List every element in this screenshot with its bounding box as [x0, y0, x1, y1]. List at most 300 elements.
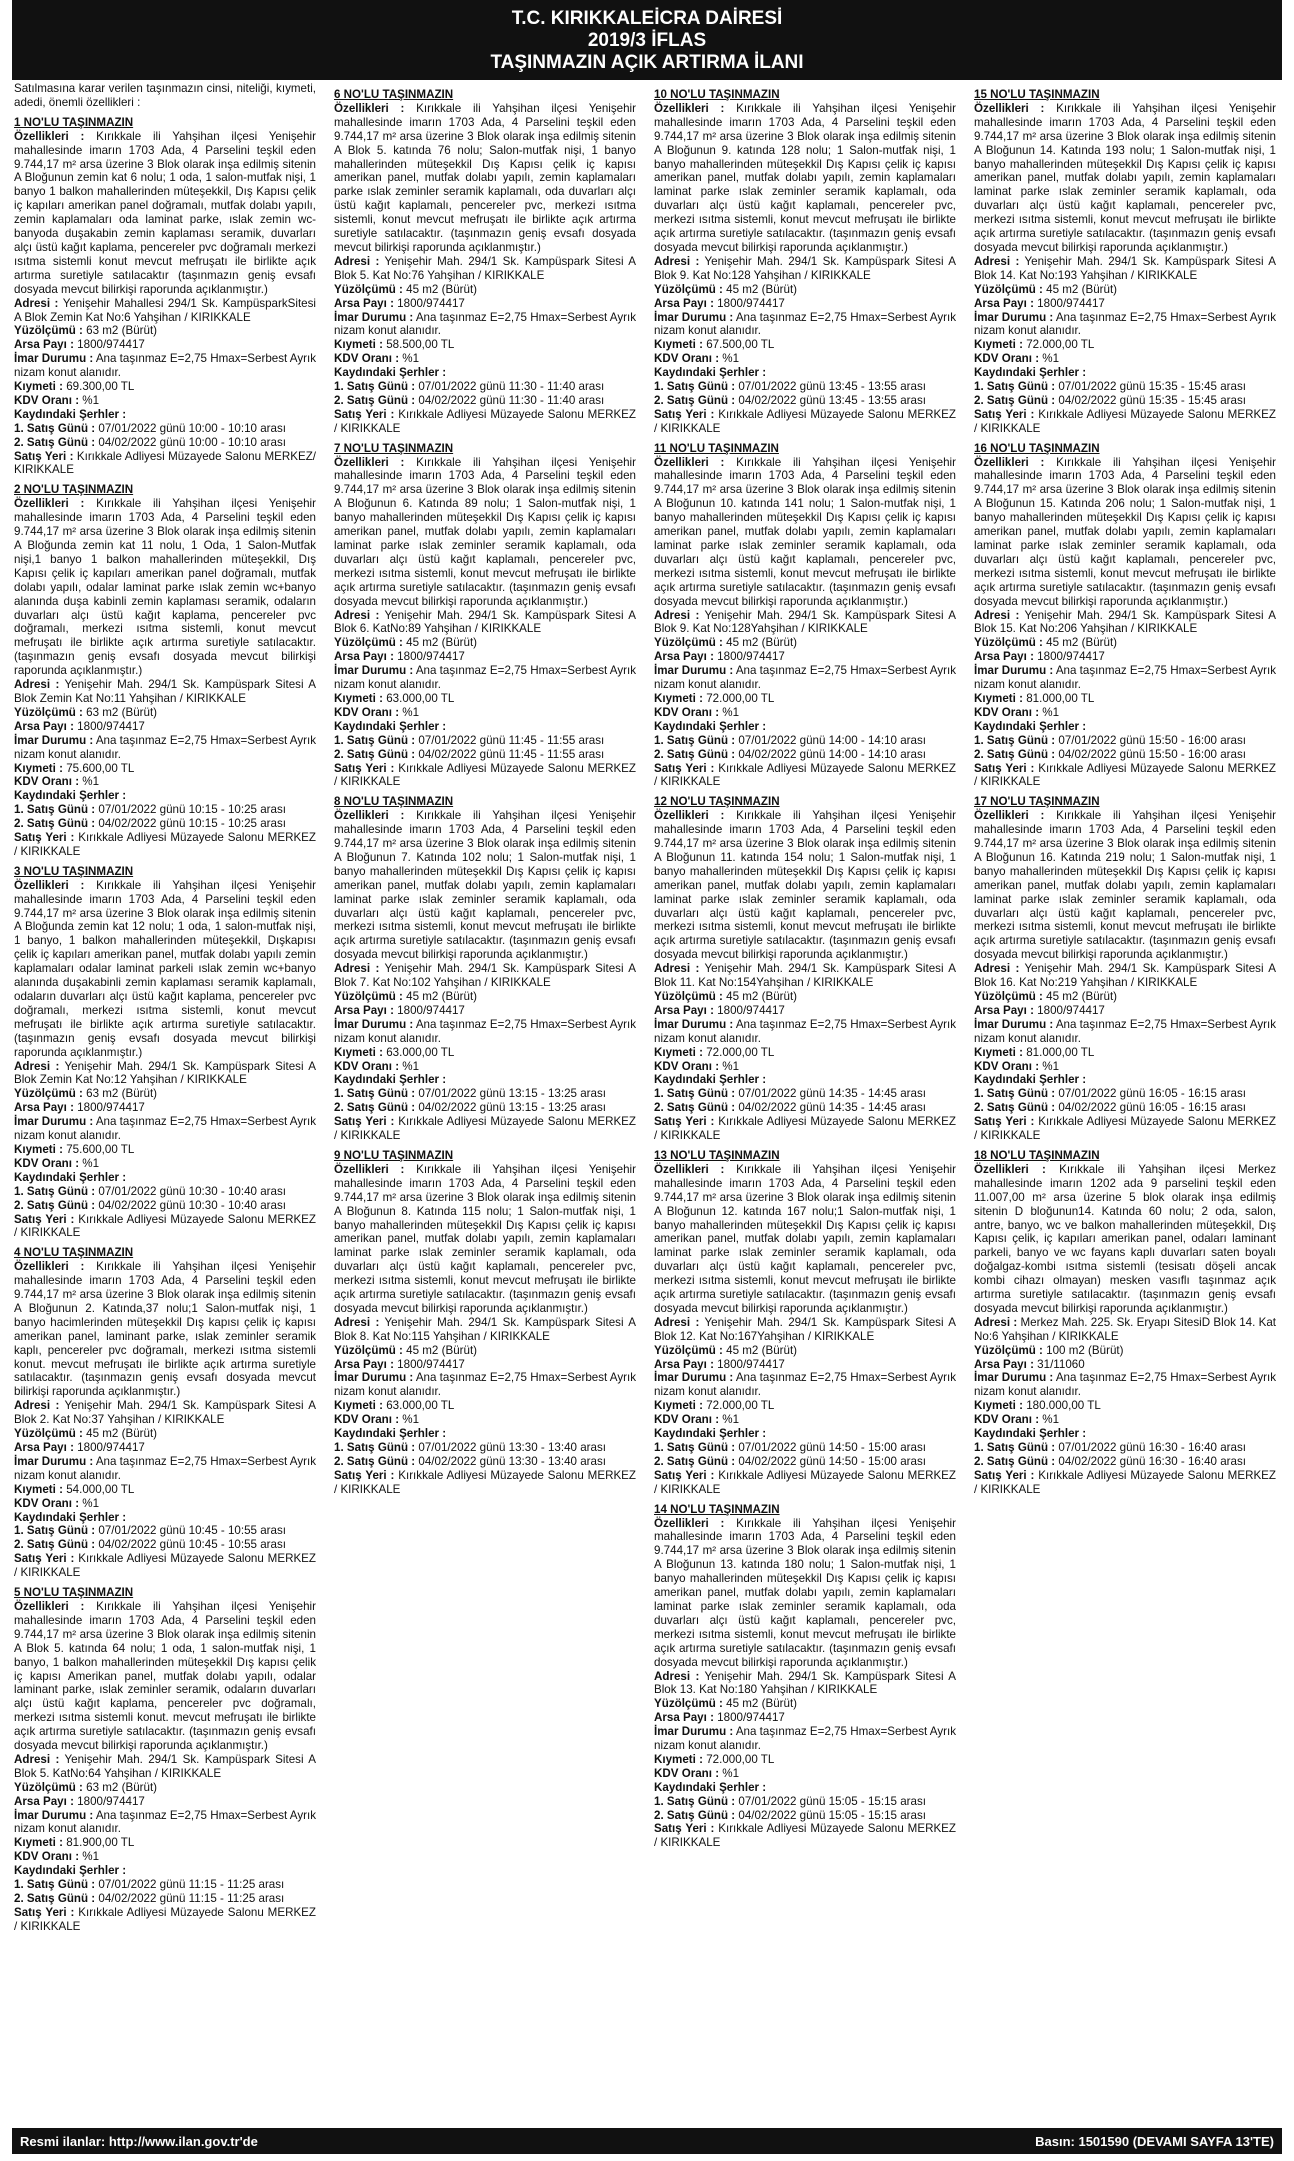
field-value: 04/02/2022 günü 14:35 - 14:45 arası — [738, 1101, 926, 1115]
field-label: Satış Yeri : — [974, 1468, 1035, 1482]
field-label: KDV Oranı : — [334, 352, 400, 366]
field-label: Arsa Payı : — [334, 296, 394, 310]
field-label: 2. Satış Günü : — [14, 817, 96, 831]
property-ozellik — [974, 1163, 1276, 1316]
field-label: 1. Satış Günü : — [334, 733, 416, 747]
property-imar — [654, 664, 956, 692]
property-title: 12 NO'LU TAŞINMAZIN — [654, 795, 780, 809]
field-value: Yenişehir Mah. 294/1 Sk. Kampüspark Sitesi A Blok 14. Kat No:193 Yahşihan / KIRIKKALE — [974, 254, 1276, 282]
field-label: Yüzölçümü : — [14, 705, 83, 719]
field-value: Kırıkkale ili Yahşihan ilçesi Yenişehir mahallesinde imarın 1703 Ada, 4 Parselini teşkil eden 9.744,17 m² arsa üzerine 3 Blok olarak inşa edilmiş sitenin A Blok 5. katında 64 nolu; 1 oda, 1 salon-mutfak nişi, 1 banyo, 1 balkon mahallerinden müteşekkil Dış kapısı çelik iç kapısı Amerikan panel, mutfak dolabı yapılı, odalar laminant parke, ıslak zeminler seramik, odaların duvarları alçı üstü kağıt kaplama, pencereler pvc doğramalı, merkezi ısıtma sistemli konut. mevcut mefruşatı ile birlikte açık artırma suretiyle satılacaktır. (taşınmazın geniş evsafı dosyada mevcut bilirkişi raporunda açıklanmıştır.) — [14, 1599, 316, 1753]
field-label: Arsa Payı : — [974, 1357, 1034, 1371]
property-s2 — [334, 748, 636, 762]
property-title: 9 NO'LU TAŞINMAZIN — [334, 1148, 454, 1162]
field-label: Özellikleri : — [654, 809, 725, 823]
property-yuz — [334, 1344, 636, 1358]
field-value: 69.300,00 TL — [66, 380, 135, 394]
field-value: 07/01/2022 günü 11:30 - 11:40 arası — [418, 380, 605, 394]
field-label: Arsa Payı : — [974, 296, 1034, 310]
property-title: 15 NO'LU TAŞINMAZIN — [974, 88, 1100, 101]
property-imar — [974, 664, 1276, 692]
field-value: Ana taşınmaz E=2,75 Hmax=Serbest Ayrık nizam konut alanıdır. — [334, 310, 636, 338]
field-label: Satış Yeri : — [654, 1822, 715, 1836]
property-kiymet — [14, 380, 316, 394]
property-imar — [974, 1371, 1276, 1399]
property-yer — [334, 762, 636, 790]
field-label: 1. Satış Günü : — [654, 1087, 736, 1101]
field-label: Yüzölçümü : — [14, 1087, 83, 1101]
property-yuz — [654, 990, 956, 1004]
field-label: Kıymeti : — [14, 1142, 63, 1156]
field-value: Kırıkkale Adliyesi Müzayede Salonu MERKEZ / KIRIKKALE — [334, 407, 636, 435]
field-label: Kaydındaki Şerhler : — [974, 1427, 1087, 1441]
field-label: 1. Satış Günü : — [14, 1878, 96, 1892]
property-title: 2 NO'LU TAŞINMAZIN — [14, 483, 134, 497]
case-number: 2019/3 İFLAS — [587, 30, 707, 51]
field-label: Satış Yeri : — [334, 1468, 395, 1482]
field-value: 1800/974417 — [397, 1003, 465, 1017]
field-value: Kırıkkale ili Yahşihan ilçesi Yenişehir mahallesinde imarın 1703 Ada, 4 Parselini teşkil eden 9.744,17 m² arsa üzerine 3 Blok olarak inşa edilmiş sitenin A Bloğunun 12. katında 167 nolu;1 Salon-mutfak nişi, 1 banyo mahallerinden müteşekkil Dış Kapısı çelik iç kapısı amerikan panel, mutfak dolabı yapılı, zemin kaplamaları laminat parke ıslak zeminler seramik kaplamalı, oda duvarları alçı üstü kağıt kaplamalı, pencereler pvc, merkezi ısıtma sistemli, konut mevcut mefruşatı ile birlikte açık artırma suretiyle satılacaktır. (taşınmazın geniş evsafı dosyada mevcut bilirkişi raporunda açıklanmıştır.) — [654, 1162, 956, 1315]
field-label: Arsa Payı : — [14, 719, 74, 733]
property-s2 — [974, 748, 1276, 762]
field-value: 07/01/2022 günü 10:45 - 10:55 arası — [98, 1524, 286, 1538]
field-value: 07/01/2022 günü 10:30 - 10:40 arası — [98, 1184, 286, 1198]
field-value: 07/01/2022 günü 13:45 - 13:55 arası — [738, 380, 926, 394]
field-value: %1 — [1042, 352, 1060, 366]
field-value: Yenişehir Mah. 294/1 Sk. Kampüspark Sitesi A Blok 15. Kat No:206 Yahşihan / KIRIKKALE — [974, 608, 1276, 636]
field-label: Adresi : — [974, 962, 1020, 976]
field-value: 04/02/2022 günü 15:05 - 15:15 arası — [738, 1808, 926, 1822]
field-value: 04/02/2022 günü 16:30 - 16:40 arası — [1058, 1454, 1246, 1468]
property-imar — [974, 1018, 1276, 1046]
field-label: Satış Yeri : — [334, 761, 395, 775]
field-value: Kırıkkale Adliyesi Müzayede Salonu MERKEZ / KIRIKKALE — [974, 761, 1276, 789]
field-label: 2. Satış Günü : — [654, 1101, 736, 1115]
field-value: Ana taşınmaz E=2,75 Hmax=Serbest Ayrık nizam konut alanıdır. — [14, 733, 316, 761]
field-value: Ana taşınmaz E=2,75 Hmax=Serbest Ayrık nizam konut alanıdır. — [974, 310, 1276, 338]
field-label: Kıymeti : — [654, 1752, 703, 1766]
field-label: Kıymeti : — [974, 1045, 1023, 1059]
property-yuz — [14, 706, 316, 720]
field-value: %1 — [82, 1850, 100, 1864]
field-value: 72.000,00 TL — [706, 1045, 775, 1059]
field-label: 2. Satış Günü : — [974, 393, 1056, 407]
field-value: Kırıkkale Adliyesi Müzayede Salonu MERKEZ / KIRIKKALE — [974, 1468, 1276, 1496]
property-s1 — [334, 1441, 636, 1455]
field-label: Kaydındaki Şerhler : — [14, 1864, 127, 1878]
field-value: 58.500,00 TL — [386, 338, 455, 352]
field-label: Kaydındaki Şerhler : — [974, 366, 1087, 380]
field-label: 2. Satış Günü : — [334, 1454, 416, 1468]
property-kdv — [14, 1157, 316, 1171]
field-label: Kıymeti : — [654, 691, 703, 705]
property-yer — [334, 1469, 636, 1497]
property-s2 — [654, 1809, 956, 1823]
property-title: 10 NO'LU TAŞINMAZIN — [654, 88, 780, 101]
field-value: 04/02/2022 günü 14:50 - 15:00 arası — [738, 1454, 926, 1468]
field-label: Kıymeti : — [14, 1836, 63, 1850]
field-label: Arsa Payı : — [14, 338, 74, 352]
property-kiymet — [654, 692, 956, 706]
field-label: İmar Durumu : — [654, 1017, 734, 1031]
field-label: Özellikleri : — [14, 129, 85, 143]
field-label: KDV Oranı : — [974, 1413, 1040, 1427]
property-ozellik — [654, 456, 956, 609]
field-value: Kırıkkale ili Yahşihan ilçesi Yenişehir mahallesinde imarın 1703 Ada, 4 Parselini teşkil eden 9.744,17 m² arsa üzerine 3 Blok olarak inşa edilmiş sitenin A Bloğunun 11. katında 154 nolu; 1 Salon-mutfak nişi, 1 banyo mahallerinden müteşekkil Dış Kapısı çelik iç kapısı amerikan panel, mutfak dolabı yapılı, zemin kaplamaları laminat parke ıslak zeminler seramik kaplamalı, oda duvarları alçı üstü kağıt kaplamalı, pencereler pvc, merkezi ısıtma sistemli, konut mevcut mefruşatı ile birlikte açık artırma suretiyle satılacaktır. (taşınmazın geniş evsafı dosyada mevcut bilirkişi raporunda açıklanmıştır.) — [654, 809, 956, 962]
field-value: %1 — [1042, 1413, 1060, 1427]
field-label: Adresi : — [974, 254, 1020, 268]
property-s2 — [974, 1455, 1276, 1469]
field-value: 07/01/2022 günü 10:00 - 10:10 arası — [98, 421, 286, 435]
field-label: Yüzölçümü : — [334, 282, 403, 296]
field-label: KDV Oranı : — [14, 1156, 80, 1170]
field-value: 07/01/2022 günü 14:35 - 14:45 arası — [738, 1087, 926, 1101]
field-label: Özellikleri : — [14, 1599, 85, 1613]
field-value: Kırıkkale ili Yahşihan ilçesi Yenişehir mahallesinde imarın 1703 Ada, 4 Parselini teşkil eden 9.744,17 m² arsa üzerine 3 Blok olarak inşa edilmiş sitenin A Bloğunda zemin kat 12 nolu; 1 oda, 1 salon-mutfak nişi, 1 banyo, 1 balkon mahallerinden müteşekkil, Dışkapısı çelik iç kapıları amerikan panel, mutfak dolabı yapılı zemin kaplamaları odalar laminat parkeli ıslak zemin wc+banyo alanında duşakabinli zemin kaplaması seramik kaplamalı, odaların duvarları alçı üstü kağıt kaplama, pencereler pvc doğramalı, merkezi ısıtma sistemli, konut mevcut mefruşatı ile birlikte açık artırma suretiyle satılacaktır. (taşınmazın geniş evsafı dosyada mevcut bilirkişi raporunda açıklanmıştır.) — [14, 878, 316, 1059]
property-kayit — [334, 366, 636, 380]
property-kayit — [14, 1511, 316, 1525]
field-value: Ana taşınmaz E=2,75 Hmax=Serbest Ayrık nizam konut alanıdır. — [14, 1115, 316, 1143]
property-kiymet — [974, 1046, 1276, 1060]
property-imar — [14, 1115, 316, 1143]
field-value: 45 m2 (Bürüt) — [406, 990, 478, 1003]
field-value: 75.600,00 TL — [66, 761, 135, 775]
field-label: Adresi : — [334, 962, 380, 976]
property-arsa — [14, 1441, 316, 1455]
field-value: 81.000,00 TL — [1026, 1045, 1095, 1059]
property-imar — [334, 311, 636, 339]
field-value: 04/02/2022 günü 10:15 - 10:25 arası — [98, 817, 286, 831]
field-value: %1 — [722, 1413, 740, 1427]
field-value: %1 — [82, 1496, 100, 1510]
field-label: Arsa Payı : — [654, 1711, 714, 1725]
field-value: 63 m2 (Bürüt) — [86, 1780, 158, 1794]
property-ozellik — [334, 102, 636, 255]
field-label: İmar Durumu : — [334, 1017, 414, 1031]
property-section — [974, 88, 1276, 436]
property-section — [654, 1149, 956, 1497]
property-s2 — [334, 1455, 636, 1469]
field-value: Kırıkkale Adliyesi Müzayede Salonu MERKEZ/ KIRIKKALE — [14, 449, 316, 477]
field-value: Yenişehir Mah. 294/1 Sk. Kampüspark Sitesi A Blok 8. Kat No:115 Yahşihan / KIRIKKALE — [334, 1315, 636, 1343]
property-s2 — [654, 1455, 956, 1469]
field-value: Ana taşınmaz E=2,75 Hmax=Serbest Ayrık nizam konut alanıdır. — [654, 1371, 956, 1399]
field-value: Kırıkkale Adliyesi Müzayede Salonu MERKEZ / KIRIKKALE — [654, 407, 956, 435]
property-s1 — [14, 422, 316, 436]
field-value: 1800/974417 — [397, 296, 465, 310]
property-kiymet — [654, 1399, 956, 1413]
field-label: Adresi : — [334, 1315, 380, 1329]
field-value: 45 m2 (Bürüt) — [406, 636, 478, 650]
field-label: İmar Durumu : — [974, 310, 1054, 324]
field-label: İmar Durumu : — [14, 1454, 94, 1468]
property-kiymet — [334, 1399, 636, 1413]
property-yuz — [974, 990, 1276, 1004]
property-arsa — [974, 650, 1276, 664]
field-label: KDV Oranı : — [14, 1850, 80, 1864]
field-label: Kıymeti : — [334, 691, 383, 705]
property-section — [14, 116, 316, 478]
field-label: Özellikleri : — [334, 809, 405, 823]
field-label: KDV Oranı : — [654, 1059, 720, 1073]
intro-text: Satılmasına karar verilen taşınmazın cinsi, niteliği, kıymeti, adedi, önemli özellikleri : — [14, 82, 316, 109]
field-label: Kıymeti : — [334, 1399, 383, 1413]
field-value: 1800/974417 — [77, 1441, 145, 1454]
property-ozellik — [14, 879, 316, 1060]
field-label: Satış Yeri : — [14, 1905, 75, 1919]
property-arsa — [334, 297, 636, 311]
field-value: 63 m2 (Bürüt) — [86, 324, 158, 338]
field-label: Satış Yeri : — [654, 761, 715, 775]
property-yer — [654, 1115, 956, 1143]
field-value: Kırıkkale Adliyesi Müzayede Salonu MERKEZ / KIRIKKALE — [654, 1822, 956, 1850]
field-label: İmar Durumu : — [334, 664, 414, 678]
field-value: Ana taşınmaz E=2,75 Hmax=Serbest Ayrık nizam konut alanıdır. — [654, 1017, 956, 1045]
property-adres — [334, 1316, 636, 1344]
field-value: Ana taşınmaz E=2,75 Hmax=Serbest Ayrık nizam konut alanıdır. — [334, 664, 636, 692]
field-label: Kaydındaki Şerhler : — [974, 1073, 1087, 1087]
property-arsa — [654, 1358, 956, 1372]
field-value: Kırıkkale Adliyesi Müzayede Salonu MERKEZ / KIRIKKALE — [334, 1115, 636, 1143]
property-s2 — [334, 394, 636, 408]
field-label: Özellikleri : — [334, 1162, 405, 1176]
field-label: Arsa Payı : — [14, 1101, 74, 1115]
property-yer — [654, 762, 956, 790]
field-value: 180.000,00 TL — [1026, 1399, 1101, 1413]
field-value: 45 m2 (Bürüt) — [726, 990, 798, 1003]
property-title: 7 NO'LU TAŞINMAZIN — [334, 441, 454, 455]
field-label: Yüzölçümü : — [334, 636, 403, 650]
field-label: KDV Oranı : — [654, 705, 720, 719]
field-value: %1 — [82, 775, 100, 789]
property-section — [334, 88, 636, 436]
property-kayit — [654, 1427, 956, 1441]
property-kiymet — [334, 1046, 636, 1060]
property-s1 — [654, 1795, 956, 1809]
field-value: %1 — [82, 393, 100, 407]
property-yuz — [974, 283, 1276, 297]
field-label: Yüzölçümü : — [334, 1343, 403, 1357]
property-arsa — [654, 297, 956, 311]
property-yuz — [654, 1344, 956, 1358]
field-label: 2. Satış Günü : — [334, 747, 416, 761]
field-value: Ana taşınmaz E=2,75 Hmax=Serbest Ayrık nizam konut alanıdır. — [654, 310, 956, 338]
field-value: 1800/974417 — [717, 650, 785, 664]
property-kiymet — [654, 1753, 956, 1767]
field-label: Yüzölçümü : — [654, 282, 723, 296]
field-value: Yenişehir Mah. 294/1 Sk. Kampüspark Sitesi A Blok 9. Kat No:128Yahşihan / KIRIKKALE — [654, 608, 956, 636]
field-value: 04/02/2022 günü 13:30 - 13:40 arası — [418, 1454, 606, 1468]
footer-website: Resmi ilanlar: http://www.ilan.gov.tr'de — [20, 2133, 258, 2149]
field-label: 2. Satış Günü : — [654, 1454, 736, 1468]
property-kdv — [14, 1497, 316, 1511]
field-value: 1800/974417 — [717, 1711, 785, 1725]
property-arsa — [14, 1101, 316, 1115]
field-label: Kaydındaki Şerhler : — [14, 1170, 127, 1184]
property-adres — [654, 1670, 956, 1698]
property-arsa — [654, 1004, 956, 1018]
property-title: 3 NO'LU TAŞINMAZIN — [14, 864, 134, 878]
field-label: 2. Satış Günü : — [14, 1892, 96, 1905]
property-yuz — [14, 1781, 316, 1795]
field-value: Kırıkkale ili Yahşihan ilçesi Yenişehir mahallesinde imarın 1703 Ada, 4 Parselini teşkil eden 9.744,17 m² arsa üzerine 3 Blok olarak inşa edilmiş sitenin A Bloğunun 15. Katında 206 nolu; 1 Salon-mutfak nişi, 1 banyo mahallerinden müteşekkil Dış Kapısı çelik iç kapısı amerikan panel, mutfak dolabı yapılı, zemin kaplamaları laminat parke ıslak zeminler seramik kaplamalı, oda duvarları alçı üstü kağıt kaplamalı, pencereler pvc, merkezi ısıtma sistemli, konut mevcut mefruşatı ile birlikte açık artırma suretiyle satılacaktır. (taşınmazın geniş evsafı dosyada mevcut bilirkişi raporunda açıklanmıştır.) — [974, 455, 1276, 608]
field-value: 72.000,00 TL — [1026, 338, 1095, 352]
property-s2 — [14, 1538, 316, 1552]
field-label: 1. Satış Günü : — [974, 1441, 1056, 1454]
field-value: 100 m2 (Bürüt) — [1046, 1343, 1124, 1357]
field-value: Kırıkkale ili Yahşihan ilçesi Yenişehir mahallesinde imarın 1703 Ada, 4 Parselini teşkil eden 9.744,17 m² arsa üzerine 3 Blok olarak inşa edilmiş sitenin A Bloğunun 8. Katında 115 nolu; 1 Salon-mutfak nişi, 1 banyo mahallerinden müteşekkil Dış Kapısı çelik iç kapısı amerikan panel, mutfak dolabı yapılı, zemin kaplamaları laminat parke ıslak zeminler seramik kaplamalı, oda duvarları alçı üstü kağıt kaplamalı, pencereler pvc, merkezi ısıtma sistemli, konut mevcut mefruşatı ile birlikte açık artırma suretiyle satılacaktır. (taşınmazın geniş evsafı dosyada mevcut bilirkişi raporunda açıklanmıştır.) — [334, 1162, 636, 1315]
property-title: 18 NO'LU TAŞINMAZIN — [974, 1148, 1100, 1162]
field-label: KDV Oranı : — [14, 775, 80, 789]
property-section — [334, 1149, 636, 1497]
property-adres — [14, 1399, 316, 1427]
property-s1 — [974, 1087, 1276, 1101]
field-value: 07/01/2022 günü 13:30 - 13:40 arası — [418, 1441, 606, 1454]
field-value: Yenişehir Mah. 294/1 Sk. Kampüspark Sitesi A Blok Zemin Kat No:11 Yahşihan / KIRIKKALE — [14, 678, 316, 705]
property-section — [14, 1586, 316, 1934]
property-arsa — [654, 1711, 956, 1725]
property-s2 — [654, 1101, 956, 1115]
field-value: 72.000,00 TL — [706, 1752, 775, 1766]
field-value: 45 m2 (Bürüt) — [726, 1697, 798, 1711]
field-value: Kırıkkale Adliyesi Müzayede Salonu MERKEZ / KIRIKKALE — [974, 407, 1276, 435]
field-value: Yenişehir Mah. 294/1 Sk. Kampüspark Sitesi A Blok 5. Kat No:76 Yahşihan / KIRIKKALE — [334, 254, 636, 282]
property-ozellik — [334, 456, 636, 609]
property-kdv — [14, 394, 316, 408]
field-label: Kıymeti : — [334, 1045, 383, 1059]
property-s2 — [974, 1101, 1276, 1115]
property-imar — [654, 311, 956, 339]
property-imar — [654, 1725, 956, 1753]
property-yuz — [654, 283, 956, 297]
field-label: Arsa Payı : — [334, 1003, 394, 1017]
field-label: 2. Satış Günü : — [654, 393, 736, 407]
column-3 — [654, 82, 956, 2120]
property-adres — [974, 609, 1276, 637]
field-value: 31/11060 — [1037, 1357, 1085, 1371]
property-adres — [974, 255, 1276, 283]
property-s2 — [14, 436, 316, 450]
field-label: İmar Durumu : — [974, 1371, 1054, 1385]
field-value: 04/02/2022 günü 15:35 - 15:45 arası — [1058, 393, 1246, 407]
field-label: Adresi : — [654, 1315, 700, 1329]
field-value: Kırıkkale ili Yahşihan ilçesi Yenişehir mahallesinde imarın 1703 Ada, 4 Parselini teşkil eden 9.744,17 m² arsa üzerine 3 Blok olarak inşa edilmiş sitenin A Bloğunun 7. Katında 102 nolu; 1 Salon-mutfak nişi, 1 banyo mahallerinden müteşekkil Dış Kapısı çelik iç kapısı amerikan panel, mutfak dolabı yapılı, zemin kaplamaları laminat parke ıslak zeminler seramik kaplamalı, oda duvarları alçı üstü kağıt kaplamalı, pencereler pvc, merkezi ısıtma sistemli, konut mevcut mefruşatı ile birlikte açık artırma suretiyle satılacaktır. (taşınmazın geniş evsafı dosyada mevcut bilirkişi raporunda açıklanmıştır.) — [334, 809, 636, 962]
field-label: 1. Satış Günü : — [974, 733, 1056, 747]
field-label: KDV Oranı : — [974, 705, 1040, 719]
property-kayit — [974, 1427, 1276, 1441]
field-value: Kırıkkale ili Yahşihan ilçesi Yenişehir mahallesinde imarın 1703 Ada, 4 Parselini teşkil eden 9.744,17 m² arsa üzerine 3 Blok olarak inşa edilmiş sitenin A Bloğunun 2. Katında,37 nolu;1 Salon-mutfak nişi, 1 banyo hacimlerinden müteşekkil Dış kapısı çelik iç kapısı amerikan panel, laminant parke, ıslak zeminler seramik kaplı, pencereler pvc doğramalı, merkezi ısıtma sistemli konut. mevcut mefruşatı ile birlikte açık artırma suretiyle satılacaktır. (taşınmazın geniş evsafı dosyada mevcut bilirkişi raporunda açıklanmıştır.) — [14, 1260, 316, 1399]
field-label: 2. Satış Günü : — [14, 1538, 96, 1552]
field-value: Kırıkkale Adliyesi Müzayede Salonu MERKEZ / KIRIKKALE — [334, 1468, 636, 1496]
property-ozellik — [974, 456, 1276, 609]
field-label: 2. Satış Günü : — [974, 1454, 1056, 1468]
property-kdv — [974, 1413, 1276, 1427]
property-ozellik — [334, 809, 636, 962]
field-label: 1. Satış Günü : — [654, 733, 736, 747]
property-section — [974, 442, 1276, 790]
field-label: Yüzölçümü : — [654, 1343, 723, 1357]
property-adres — [334, 962, 636, 990]
property-adres — [974, 1316, 1276, 1344]
notice-footer — [12, 2128, 1282, 2154]
field-value: %1 — [722, 352, 740, 366]
property-arsa — [14, 720, 316, 734]
property-yuz — [974, 1344, 1276, 1358]
field-value: %1 — [722, 1766, 740, 1780]
field-label: Özellikleri : — [334, 455, 405, 469]
field-value: Merkez Mah. 225. Sk. Eryapı SitesiD Blok 14. Kat No:6 Yahşihan / KIRIKKALE — [974, 1315, 1276, 1343]
field-label: 1. Satış Günü : — [334, 380, 416, 394]
property-title: 13 NO'LU TAŞINMAZIN — [654, 1148, 780, 1162]
field-value: Kırıkkale ili Yahşihan ilçesi Yenişehir mahallesinde imarın 1703 Ada, 4 Parselini teşkil eden 9.744,17 m² arsa üzerine 3 Blok olarak inşa edilmiş sitenin A Bloğunun 9. katında 128 nolu; 1 Salon-mutfak nişi, 1 banyo mahallerinden müteşekkil Dış Kapısı çelik iç kapısı amerikan panel, mutfak dolabı yapılı, zemin kaplamaları laminat parke ıslak zeminler seramik kaplamalı, oda duvarları alçı üstü kağıt kaplamalı, pencereler pvc, merkezi ısıtma sistemli, konut mevcut mefruşatı ile birlikte açık artırma suretiyle satılacaktır. (taşınmazın geniş evsafı dosyada mevcut bilirkişi raporunda açıklanmıştır.) — [654, 101, 956, 254]
field-value: Ana taşınmaz E=2,75 Hmax=Serbest Ayrık nizam konut alanıdır. — [974, 664, 1276, 692]
property-title: 17 NO'LU TAŞINMAZIN — [974, 795, 1100, 809]
property-s2 — [14, 1199, 316, 1213]
field-value: Ana taşınmaz E=2,75 Hmax=Serbest Ayrık nizam konut alanıdır. — [334, 1017, 636, 1045]
field-value: %1 — [402, 1059, 420, 1073]
field-value: 81.000,00 TL — [1026, 691, 1095, 705]
property-ozellik — [654, 1517, 956, 1670]
property-s1 — [974, 734, 1276, 748]
field-value: Yenişehir Mahallesi 294/1 Sk. KampüsparkSitesi A Blok Zemin Kat No:6 Yahşihan / KIRIKKALE — [14, 296, 316, 324]
field-value: Kırıkkale Adliyesi Müzayede Salonu MERKEZ / KIRIKKALE — [974, 1115, 1276, 1143]
field-value: 45 m2 (Bürüt) — [1046, 282, 1118, 296]
field-value: %1 — [402, 352, 420, 366]
property-adres — [14, 1060, 316, 1088]
field-value: Ana taşınmaz E=2,75 Hmax=Serbest Ayrık nizam konut alanıdır. — [14, 1454, 316, 1482]
field-value: Yenişehir Mah. 294/1 Sk. Kampüspark Sitesi A Blok 6. KatNo:89 Yahşihan / KIRIKKALE — [334, 608, 636, 636]
field-value: Yenişehir Mah. 294/1 Sk. Kampüspark Sitesi A Blok 13. Kat No:180 Yahşihan / KIRIKKALE — [654, 1669, 956, 1697]
field-label: KDV Oranı : — [654, 1413, 720, 1427]
field-value: 1800/974417 — [397, 650, 465, 664]
property-section — [14, 865, 316, 1240]
field-value: 1800/974417 — [77, 338, 145, 352]
field-label: Yüzölçümü : — [14, 1427, 83, 1441]
field-label: İmar Durumu : — [334, 1371, 414, 1385]
field-label: 2. Satış Günü : — [654, 1808, 736, 1822]
property-section — [14, 1246, 316, 1580]
field-value: Kırıkkale ili Yahşihan ilçesi Yenişehir mahallesinde imarın 1703 Ada, 4 Parselini teşkil eden 9.744,17 m² arsa üzerine 3 Blok olarak inşa edilmiş sitenin A Blok 5. katında 76 nolu; Salon-mutfak nişi, 1 banyo mahallerinden müteşekkil Dış Kapısı çelik iç kapısı amerikan panel, mutfak dolabı yapılı, zemin kaplamaları parke ıslak zeminler seramik kaplamalı, oda duvarları alçı üstü kağıt kaplamalı, pencereler pvc, merkezi ısıtma sistemli, konut mevcut mefruşatı ile birlikte açık artırma suretiyle satılacaktır. (taşınmazın geniş evsafı dosyada mevcut bilirkişi raporunda açıklanmıştır.) — [334, 101, 636, 254]
field-label: Adresi : — [654, 254, 700, 268]
field-value: 45 m2 (Bürüt) — [1046, 990, 1118, 1003]
field-label: Satış Yeri : — [14, 449, 74, 463]
property-title: 6 NO'LU TAŞINMAZIN — [334, 88, 454, 101]
property-yer — [654, 408, 956, 436]
field-label: KDV Oranı : — [334, 1413, 400, 1427]
property-imar — [14, 352, 316, 380]
field-value: 1800/974417 — [397, 1357, 465, 1371]
property-kayit — [14, 408, 316, 422]
field-label: KDV Oranı : — [974, 352, 1040, 366]
field-label: Adresi : — [14, 296, 59, 310]
field-label: İmar Durumu : — [14, 1808, 94, 1822]
field-label: Özellikleri : — [654, 1162, 725, 1176]
property-kiymet — [654, 1046, 956, 1060]
property-yuz — [14, 324, 316, 338]
field-label: KDV Oranı : — [334, 705, 400, 719]
property-kdv — [14, 775, 316, 789]
field-value: 72.000,00 TL — [706, 691, 775, 705]
property-yuz — [334, 283, 636, 297]
field-value: Kırıkkale Adliyesi Müzayede Salonu MERKEZ / KIRIKKALE — [654, 761, 956, 789]
field-value: Kırıkkale ili Yahşihan ilçesi Yenişehir mahallesinde imarın 1703 Ada, 4 Parselini teşkil eden 9.744,17 m² arsa üzerine 3 Blok olarak inşa edilmiş sitenin A Bloğunda zemin kat 11 nolu, 1 Oda, 1 Salon-Mutfak nişi,1 banyo 1 balkon mahallerinden müteşekkil, Dış Kapısı çelik iç kapıları amerikan panel doğramalı, mutfak dolabı yapılı, odalar laminat parke ıslak zemin wc+banyo alanında duşa kabinli zemin kaplaması seramik, odaların duvarları alçı üstü kağıt kaplama, pencereler pvc doğramalı, merkezi ısıtma sistemli, konut mevcut mefruşatı ile birlikte açık artırma suretiyle satılacaktır. (taşınmazın geniş evsafı dosyada mevcut bilirkişi raporunda açıklanmıştır.) — [14, 497, 316, 678]
field-value: Kırıkkale ili Yahşihan ilçesi Yenişehir mahallesinde imarın 1703 Ada, 4 Parselini teşkil eden 9.744,17 m² arsa üzerine 3 Blok olarak inşa edilmiş sitenin A Bloğunun 10. katında 141 nolu; 1 Salon-mutfak nişi, 1 banyo mahallerinden müteşekkil Dış Kapısı çelik iç kapısı amerikan panel, mutfak dolabı yapılı, zemin kaplamaları laminat parke ıslak zeminler seramik kaplamalı, oda duvarları alçı üstü kağıt kaplamalı, pencereler pvc, merkezi ısıtma sistemli, konut mevcut mefruşatı ile birlikte açık artırma suretiyle satılacaktır. (taşınmazın geniş evsafı dosyada mevcut bilirkişi raporunda açıklanmıştır.) — [654, 455, 956, 608]
field-label: Adresi : — [974, 608, 1020, 622]
field-value: 04/02/2022 günü 16:05 - 16:15 arası — [1058, 1101, 1246, 1115]
field-value: 1800/974417 — [77, 1101, 145, 1115]
property-section — [654, 795, 956, 1143]
field-label: Kaydındaki Şerhler : — [654, 1780, 767, 1794]
